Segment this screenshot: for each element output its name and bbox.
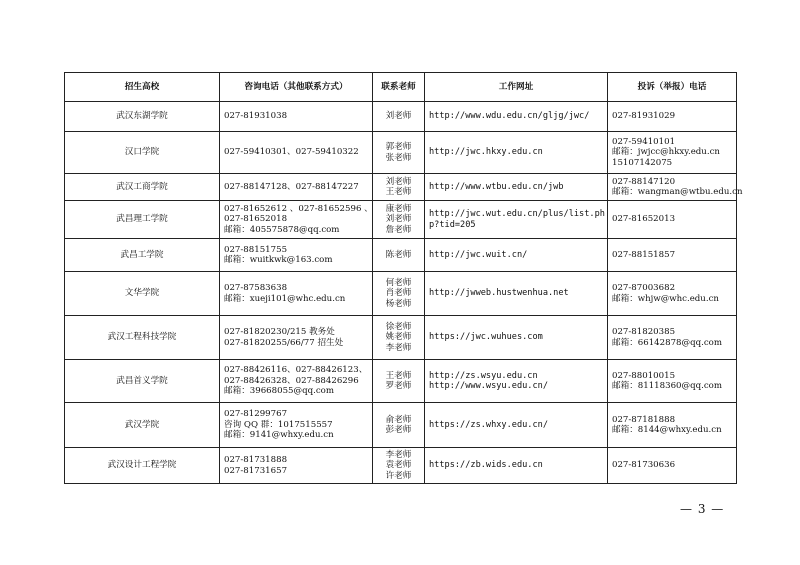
cell-teacher-line: 袁老师 [385,460,412,471]
cell-teacher-line: 王老师 [385,370,412,381]
cell-school: 武昌首义学院 [65,360,220,403]
cell-consult-phone-line: 027-81820230/215 教务处 [224,327,335,337]
cell-website [425,316,608,360]
cell-complaint-phone-line: 15107142075 [612,157,673,168]
page-number: — 3 — [680,502,725,516]
cell-teacher [373,132,425,174]
table-row [65,239,737,272]
cell-complaint-phone [608,403,737,448]
cell-teacher [373,102,425,132]
cell-website-line[interactable]: p?tid=205 [429,219,476,230]
cell-teacher-line: 李老师 [385,449,412,460]
cell-teacher-line: 杨老师 [385,298,412,309]
cell-consult-phone-line: 027-81731657 [224,465,288,476]
cell-consult-phone-line: 027-88147128、027-88147227 [224,181,359,192]
cell-teacher [373,316,425,360]
cell-school: 武汉东湖学院 [65,102,220,132]
cell-consult-phone [220,132,373,174]
cell-website-line[interactable]: http://jwc.wuit.cn/ [429,249,528,260]
cell-consult-phone-line: 027-88426116、027-88426123、 [224,365,368,376]
cell-website-line[interactable]: http://jwc.hkxy.edu.cn [429,147,543,158]
cell-complaint-phone [608,102,737,132]
table-row [65,360,737,403]
cell-website-line[interactable]: https://zb.wids.edu.cn [429,460,543,471]
cell-consult-phone-line: 邮箱：9141@whxy.edu.cn [224,430,334,441]
cell-teacher [373,360,425,403]
cell-teacher-line: 刘老师 [385,214,412,225]
cell-consult-phone-line: 邮箱：xueji101@whc.edu.cn [224,293,346,304]
cell-teacher-line: 李老师 [385,342,412,353]
cell-teacher [373,272,425,316]
table-row [65,448,737,484]
header-teacher: 联系老师 [373,73,425,102]
cell-complaint-phone [608,272,737,316]
cell-complaint-phone [608,360,737,403]
cell-consult-phone-line: 027-81931038 [224,111,288,122]
cell-consult-phone-line: 027-81731888 [224,455,288,465]
cell-complaint-phone-line: 027-88010015 [612,370,676,381]
cell-website [425,102,608,132]
table-row [65,174,737,201]
cell-consult-phone [220,316,373,360]
cell-complaint-phone-line: 027-81730636 [612,460,676,471]
cell-consult-phone-line: 027-81652018 [224,214,288,225]
cell-complaint-phone [608,174,743,201]
cell-consult-phone [220,239,373,272]
cell-website [425,403,608,448]
cell-teacher-line: 许老师 [385,470,412,481]
cell-consult-phone-line: 027-59410301、027-59410322 [224,147,359,158]
cell-complaint-phone [608,201,737,239]
cell-teacher-line: 康老师 [385,203,412,214]
cell-teacher-line: 陈老师 [385,249,412,260]
cell-school: 武汉设计工程学院 [65,448,220,484]
table-row [65,102,737,132]
cell-teacher-line: 刘老师 [385,111,412,122]
cell-teacher-line: 徐老师 [385,321,412,332]
cell-website [425,272,608,316]
cell-complaint-phone [608,316,737,360]
cell-complaint-phone [608,132,737,174]
cell-school: 文华学院 [65,272,220,316]
cell-teacher-line: 詹老师 [385,224,412,235]
cell-complaint-phone-line: 027-81652013 [612,214,676,225]
cell-consult-phone-line: 027-81652612 、027-81652596 、 [224,203,373,214]
cell-school: 武汉工程科技学院 [65,316,220,360]
cell-complaint-phone-line: 027-88151857 [612,249,676,260]
cell-complaint-phone-line: 027-81820385 [612,327,676,337]
cell-complaint-phone-line: 邮箱：8144@whxy.edu.cn [612,425,722,435]
header-complaint-phone: 投诉（举报）电话 [608,73,737,102]
cell-teacher-line: 罗老师 [385,381,412,391]
cell-teacher [373,174,425,201]
table-row [65,132,737,174]
cell-website [425,360,608,403]
admissions-contact-table [64,72,743,484]
cell-website-line[interactable]: http://zs.wsyu.edu.cn [429,370,538,381]
cell-consult-phone-line: 027-81299767 [224,409,288,420]
cell-complaint-phone-line: 027-59410101 [612,136,676,147]
cell-complaint-phone [608,448,737,484]
cell-complaint-phone-line: 邮箱：jwjcc@hkxy.edu.cn [612,147,720,158]
cell-school: 武汉工商学院 [65,174,220,201]
cell-teacher-line: 俞老师 [385,414,412,425]
cell-teacher [373,201,425,239]
cell-consult-phone-line: 027-88426328、027-88426296 [224,375,359,386]
cell-website [425,239,608,272]
table-row [65,316,737,360]
cell-teacher [373,239,425,272]
cell-teacher-line: 肖老师 [385,288,412,299]
cell-complaint-phone-line: 邮箱：66142878@qq.com [612,337,722,348]
cell-consult-phone-line: 027-88151755 [224,244,288,255]
cell-consult-phone [220,102,373,132]
cell-website-line[interactable]: http://www.wtbu.edu.cn/jwb [429,181,564,192]
header-website: 工作网址 [425,73,608,102]
cell-consult-phone [220,201,373,239]
cell-teacher-line: 何老师 [385,277,412,288]
cell-consult-phone-line: 咨询 QQ 群：1017515557 [224,419,333,430]
cell-school: 武昌理工学院 [65,201,220,239]
cell-teacher-line: 姚老师 [385,332,412,343]
cell-complaint-phone [608,239,737,272]
cell-teacher-line: 彭老师 [385,425,412,435]
cell-school: 武昌工学院 [65,239,220,272]
cell-website-line[interactable]: http://www.wdu.edu.cn/gljg/jwc/ [429,111,590,122]
cell-consult-phone-line: 027-81820255/66/77 招生处 [224,337,344,348]
cell-complaint-phone-line: 027-88147120 [612,176,676,187]
cell-consult-phone [220,448,373,484]
cell-website-line[interactable]: https://jwc.wuhues.com [429,332,543,343]
cell-complaint-phone-line: 027-87003682 [612,283,676,293]
table-header-row [65,73,737,102]
cell-school: 汉口学院 [65,132,220,174]
table-row [65,272,737,316]
cell-complaint-phone-line: 邮箱：wangman@wtbu.edu.cn [612,187,743,197]
cell-website [425,448,608,484]
cell-complaint-phone-line: 邮箱：whjw@whc.edu.cn [612,293,719,304]
cell-consult-phone [220,272,373,316]
header-consult-phone: 咨询电话（其他联系方式） [220,73,373,102]
cell-consult-phone-line: 邮箱：wuitkwk@163.com [224,255,333,265]
cell-teacher [373,403,425,448]
cell-complaint-phone-line: 027-87181888 [612,414,676,425]
cell-teacher [373,448,425,484]
cell-consult-phone [220,403,373,448]
header-school: 招生高校 [65,73,220,102]
cell-teacher-line: 张老师 [385,152,412,163]
cell-website-line[interactable]: http://www.wsyu.edu.cn/ [429,381,548,391]
cell-consult-phone-line: 邮箱：39668055@qq.com [224,386,334,397]
table-row [65,201,737,239]
cell-teacher-line: 刘老师 [385,176,412,187]
cell-consult-phone-line: 027-87583638 [224,283,288,293]
table-row [65,403,737,448]
cell-teacher-line: 王老师 [385,187,412,197]
cell-teacher-line: 郭老师 [385,142,412,152]
cell-complaint-phone-line: 邮箱：81118360@qq.com [612,381,722,391]
cell-school: 武汉学院 [65,403,220,448]
cell-website [425,174,608,201]
cell-website [425,201,608,239]
cell-website-line[interactable]: http://jwweb.hustwenhua.net [429,288,569,299]
cell-website-line[interactable]: http://jwc.wut.edu.cn/plus/list.ph [429,209,605,219]
cell-consult-phone-line: 邮箱：405575878@qq.com [224,224,340,235]
cell-complaint-phone-line: 027-81931029 [612,111,676,122]
cell-website [425,132,608,174]
cell-website-line[interactable]: https://zs.whxy.edu.cn/ [429,419,548,430]
cell-consult-phone [220,174,373,201]
cell-consult-phone [220,360,373,403]
